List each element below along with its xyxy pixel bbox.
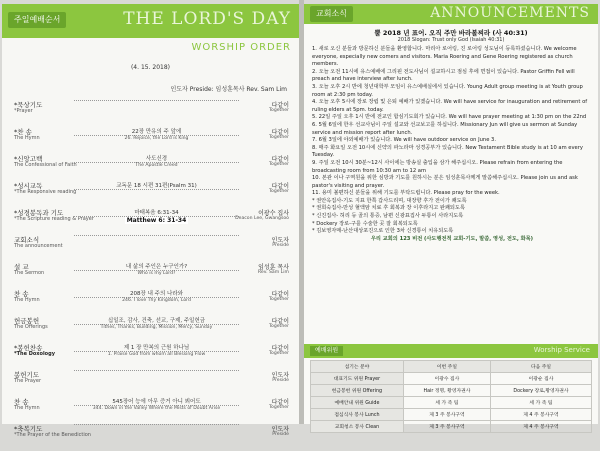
order-leader: 인도자 [271, 426, 289, 433]
announcement-list [312, 46, 592, 243]
order-row [14, 289, 289, 316]
order-detail [74, 235, 239, 236]
order-leader: 인도자 [271, 237, 289, 244]
order-leader: 다같이 [271, 183, 289, 190]
order-leader: 다같이 [271, 291, 289, 298]
order-item: *축복기도 [14, 425, 43, 433]
announcements-title: ANNOUNCEMENTS [430, 5, 590, 21]
order-leader-en: Preside [272, 243, 289, 248]
order-item: 봉헌기도 [14, 371, 40, 379]
table-cell: Hair 정명, 황영자권사 [403, 385, 490, 397]
service-table [310, 360, 592, 433]
order-row [14, 154, 289, 181]
order-item: 찬 송 [14, 290, 29, 298]
table-cell: 세 가 족 팀 [403, 397, 490, 409]
table-cell: 이광수 집사 [403, 373, 490, 385]
announcements-tag: 교회소식 [310, 6, 353, 22]
prayer-request: * 권안옥집사-기도 지표 한쪽 갑사드리며, 대장향 후가 전이가 쾌도록 [312, 197, 467, 204]
order-item: 교회소식 [14, 236, 40, 244]
order-row [14, 181, 289, 208]
order-item: 설 교 [14, 263, 29, 271]
order-item-en: The Prayer [14, 378, 42, 384]
order-detail: 545장어 능에 아무 증거 아니 뵈어도 [74, 397, 239, 406]
order-leader: 다같이 [271, 399, 289, 406]
table-header-row [311, 361, 592, 373]
order-leader: 인도자 [271, 372, 289, 379]
order-leader-en: Together [268, 297, 289, 302]
announcements-page [304, 4, 598, 430]
order-item-en: *The Responsive reading [14, 189, 77, 195]
order-detail [74, 424, 239, 425]
table-cell: 헌금봉헌 위원 Offering [311, 385, 404, 397]
order-item-en: The Hymn [14, 297, 40, 303]
worship-order-page [2, 4, 299, 438]
order-item: *성시교독 [14, 182, 43, 190]
order-item-en: *The Prayer of the Benediction [14, 432, 91, 438]
service-tag: 예배위원 [310, 346, 343, 356]
announcement-item: 6. 5월 6일에 한우 선교사님이 주일 설교와 선교보고를 하십니다. Missionary Jun will give us sermon at Sunday service and mission report after lunch. [312, 121, 578, 136]
order-leader-en: Together [268, 351, 289, 356]
order-detail [74, 370, 239, 371]
slogan-english: 2018 Slogan: Trust only God (Isaiah 40:31) [397, 37, 505, 43]
order-leader: 임성훈 목사 [258, 264, 289, 271]
table-cell: 제 4 주 봉사구역 [490, 421, 591, 433]
order-leader: 다같이 [271, 345, 289, 352]
order-item-en: The announcement [14, 243, 63, 249]
order-detail [74, 100, 239, 101]
order-item-en: *The Scripture reading & Prayer [14, 216, 94, 222]
prayer-request: * 신진집사- 허리 등 골의 통증, 남편 신광표집사 두통이 사라지도록 [312, 213, 464, 220]
order-item-en: The Sermon [14, 270, 45, 276]
service-banner [304, 344, 598, 358]
announcement-item: 5. 22일 주일 오후 1시 반에 전교인 합심기도회가 있습니다. We will have prayer meeting at 1:30 pm on the 22nd [312, 114, 587, 121]
order-list [14, 100, 289, 451]
worship-order-subtitle: WORSHIP ORDER [191, 42, 291, 53]
order-detail-en: The Apostle Creed [135, 163, 178, 168]
order-leader-en: Deacon Lee, Gwangsoo [235, 216, 289, 221]
order-leader-en: Rev. Sam Lim [257, 270, 289, 275]
order-detail-en: 344. Down in the Valley Where the Mists of Doubt Arise [92, 406, 221, 411]
order-item-en: The Confessional of Faith [14, 162, 77, 168]
announcement-item: 11. 용미 볼편하신 분들을 위해 기도를 부탁드립니다. Please pray for the week. [312, 190, 500, 197]
order-detail: 22장 만유의 주 앞에 [74, 127, 239, 136]
table-cell: Dockery 장로,황영자권사 [490, 385, 591, 397]
order-row [14, 370, 289, 397]
order-detail-en: Tithes, Thanks, Building, Mission, Mercy, Sunday [100, 325, 213, 330]
table-row [311, 421, 592, 433]
order-leader-en: Together [268, 162, 289, 167]
slogan-korean: 뿔 2018 년 표어. 오직 주만 바라볼찌라 (사 40:31) [374, 29, 528, 37]
table-header: 다음 주일 [490, 361, 591, 373]
order-detail: 208장 내 주의 나라와 [74, 289, 239, 298]
table-cell: 이광순 집사 [490, 373, 591, 385]
order-item: *묵상기도 [14, 101, 43, 109]
order-leader-en: Together [268, 189, 289, 194]
worship-order-title: THE LORD'S DAY [123, 9, 291, 29]
order-row [14, 343, 289, 370]
order-detail-en: 26. Rejoice, the Lord is King [124, 136, 189, 141]
order-item-en: The Hymn [14, 405, 40, 411]
order-item-en: The Hymn [14, 135, 40, 141]
order-leader-en: Together [268, 135, 289, 140]
order-item-en: *Prayer [14, 108, 33, 114]
order-item: *찬 송 [14, 128, 32, 136]
order-item-en: The Offerings [14, 324, 48, 330]
table-cell: 제 3 주 봉사구역 [403, 409, 490, 421]
order-row [14, 127, 289, 154]
table-row [311, 373, 592, 385]
order-leader-en: Together [268, 324, 289, 329]
order-leader-en: Together [268, 405, 289, 410]
announcement-item: 4. 오늘 오후 5시에 장로 장립 및 은퇴 예배가 있겠습니다. We will have service for inauguration and retirement of ruling elders at 5pm. today. [312, 99, 588, 113]
prayer-request: * 김보영자매-난산대상포진으로 인한 3차 신경통이 치유되도록 [312, 228, 454, 235]
order-detail-en: 1. Praise God from whom all Blessing Flow [107, 352, 206, 357]
order-detail-en: 246. I love Thy Kingdom, Lord [122, 298, 191, 303]
scripture-highlight: Matthew 6: 31-34 [126, 217, 187, 224]
table-header: 이번 주일 [403, 361, 490, 373]
order-row [14, 208, 289, 235]
announcement-item: 10. 본관 이나 구역원을 위한 심방과 기도를 원하시는 분은 임성훈목사께게 말씀해주십시오. Please join us and ask pastor's visiting and prayer. [312, 175, 578, 189]
order-row [14, 100, 289, 127]
service-title: Worship Service [533, 346, 590, 354]
order-leader-en: Preside [272, 432, 289, 437]
table-cell: 점심식사 봉사 Lunch [311, 409, 404, 421]
order-leader: 다같이 [271, 129, 289, 136]
table-cell: 대표기도 위원 Prayer [311, 373, 404, 385]
order-row [14, 316, 289, 343]
order-row [14, 235, 289, 262]
order-item: *봉헌찬송 [14, 344, 43, 352]
prayer-request: * 권희숙집사-만성 혈액암 치료 후 회복과 장 이후라지고 완쾌되도록 [312, 205, 465, 212]
order-item-en: *The Doxology [14, 351, 55, 357]
order-leader-en: Together [268, 108, 289, 113]
table-row [311, 397, 592, 409]
order-item: 헌금봉헌 [14, 317, 40, 325]
table-cell: 제 4 주 봉사구역 [490, 409, 591, 421]
order-detail-en: Who is my Lord? [137, 271, 176, 276]
announcement-item: 3. 오늘 오후 2시 반에 청년대학부 모임이 유스예배실에서 있습니다. Young Adult group meeting is at Youth group room at 2:30 pm today. [312, 83, 583, 98]
announcement-item: 8. 매주 화요일 오전 10시에 신약의 파노라마 성경공부가 있습니다. New Testament Bible study is at 10 am every Tuesday. [312, 144, 583, 159]
prayer-request: * Dockery 장로-구를 수술한 곳 잘 회복되도록 [312, 220, 418, 227]
order-item: *성경봉독과 기도 [14, 209, 64, 217]
table-row [311, 409, 592, 421]
order-detail: 제 1 장 만복의 근원 하나님 [74, 343, 239, 352]
order-detail: 십일조, 감사, 건축, 선교, 구제, 주일헌금 [74, 316, 239, 325]
table-cell: 제 3 주 봉사구역 [403, 421, 490, 433]
church-vision: 우리 교회의 123 비전 (사도행전적 교회-기도, 말씀, 영성, 전도, 화목) [370, 235, 534, 242]
announcement-item: 2. 오늘 오전 11시에 유스예배에 그리핀 전도사님이 설교하시고 점심 후에 면접이 있습니다. Pastor Griffin Fell will preach and have interview after lunch. [312, 68, 575, 83]
table-header: 섬기는 분야 [311, 361, 404, 373]
worship-order-tag: 주일예배순서 [8, 12, 66, 28]
table-cell: 교회청소 봉사 Clean [311, 421, 404, 433]
order-detail-en-wrap [74, 217, 239, 224]
order-detail: 내 삶의 주인은 누구인가? [74, 262, 239, 271]
order-leader: 다같이 [271, 318, 289, 325]
table-row [311, 385, 592, 397]
order-leader: 다같이 [271, 156, 289, 163]
announcements-banner [304, 4, 598, 24]
order-item: 찬 송 [14, 398, 29, 406]
order-leader-en: Preside [272, 378, 289, 383]
order-leader: 다같이 [271, 102, 289, 109]
service-date: (4. 15. 2018) [130, 64, 171, 71]
order-detail: 교독문 18 시편 31편(Psalm 31) [74, 181, 239, 190]
worship-order-banner [2, 4, 299, 38]
order-detail: 사도신경 [74, 154, 239, 163]
preside-line: 인도자 Preside: 임성훈목사 Rev. Sam Lim [170, 86, 287, 93]
table-cell: 세 가 족 팀 [490, 397, 591, 409]
announcement-item: 1. 새로 오신 분들과 방문하신 분들을 환영합니다. 마리아 로어링, 진 로어링 성도님이 등록하셨습니다. We welcome everyone, especially new comers and visitors. Maria Roering and Gene Roering registered as church members. [312, 46, 577, 68]
order-row [14, 397, 289, 424]
announcement-item: 7. 6월 3일에 야외예배가 있습니다. We will have outdoor service on June 3. [312, 137, 496, 144]
announcement-item: 9. 주일 오전 10시 30분~12시 사이에는 방송실 출입을 삼가 해주십시오. Please refrain from entering the broadcasting room from 10:30 am to 12 am [312, 159, 563, 174]
order-item: *신앙고백 [14, 155, 43, 163]
table-cell: 예배안내 위원 Guide [311, 397, 404, 409]
order-detail: 마태복음 6:31-34 [74, 208, 239, 217]
order-row [14, 424, 289, 451]
order-leader: 이광수 집사 [258, 210, 289, 217]
order-row [14, 262, 289, 289]
